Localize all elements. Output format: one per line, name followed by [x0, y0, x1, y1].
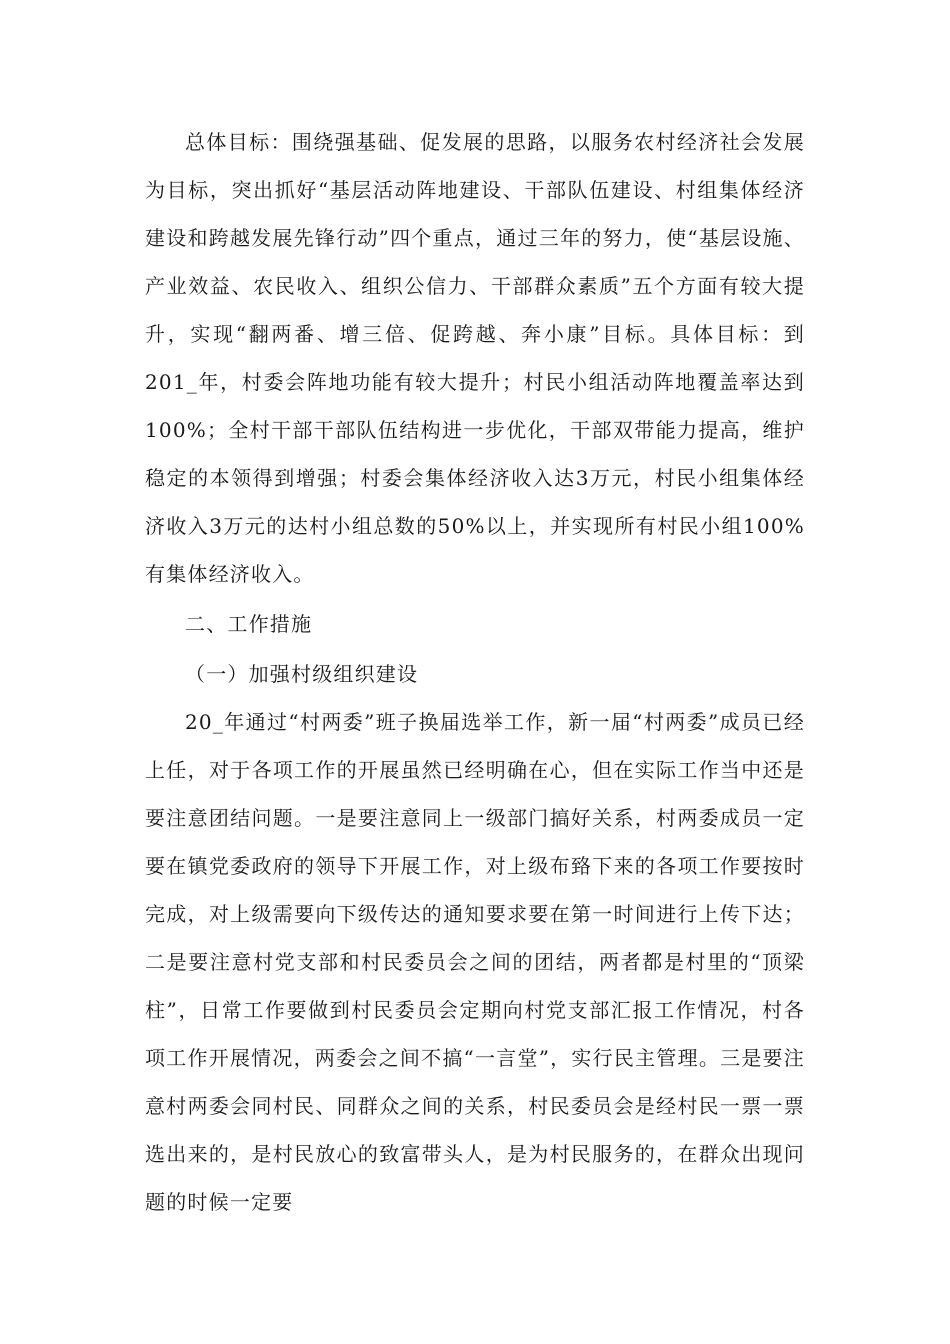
- section-heading-work-measures: 二、工作措施: [185, 612, 313, 636]
- paragraph-overall-goals: 总体目标：围绕强基础、促发展的思路，以服务农村经济社会发展为目标，突出抓好“基层活动阵地建设、干部队伍建设、村组集体经济建设和跨越发展先锋行动”四个重点，通过三年的努力，使“基层设施、产业效益、农民收入、组织公信力、干部群众素质”五个方面有较大提升，实现“翻两番、增三倍、促跨越、奔小康”目标。具体目标：到201_年，村委会阵地功能有较大提升；村民小组活动阵地覆盖率达到100%；全村干部干部队伍结构进一步优化，干部双带能力提高，维护稳定的本领得到增强；村委会集体经济收入达3万元，村民小组集体经济收入3万元的达村小组总数的50%以上，并实现所有村民小组100%有集体经济收入。: [145, 130, 805, 586]
- subsection-heading-village-organization: （一）加强村级组织建设: [185, 662, 419, 686]
- document-body: [145, 118, 805, 1226]
- paragraph-village-committee: 20_年通过“村两委”班子换届选举工作，新一届“村两委”成员已经上任，对于各项工作的开展虽然已经明确在心，但在实际工作当中还是要注意团结问题。一是要注意同上一级部门搞好关系，村两委成员一定要在镇党委政府的领导下开展工作，对上级布臵下来的各项工作要按时完成，对上级需要向下级传达的通知要求要在第一时间进行上传下达；二是要注意村党支部和村民委员会之间的团结，两者都是村里的“顶梁柱”，日常工作要做到村民委员会定期向村党支部汇报工作情况，村各项工作开展情况，两委会之间不搞“一言堂”，实行民主管理。三是要注意村两委会同村民、同群众之间的关系，村民委员会是经村民一票一票选出来的，是村民放心的致富带头人，是为村民服务的，在群众出现问题的时候一定要: [145, 710, 805, 1214]
